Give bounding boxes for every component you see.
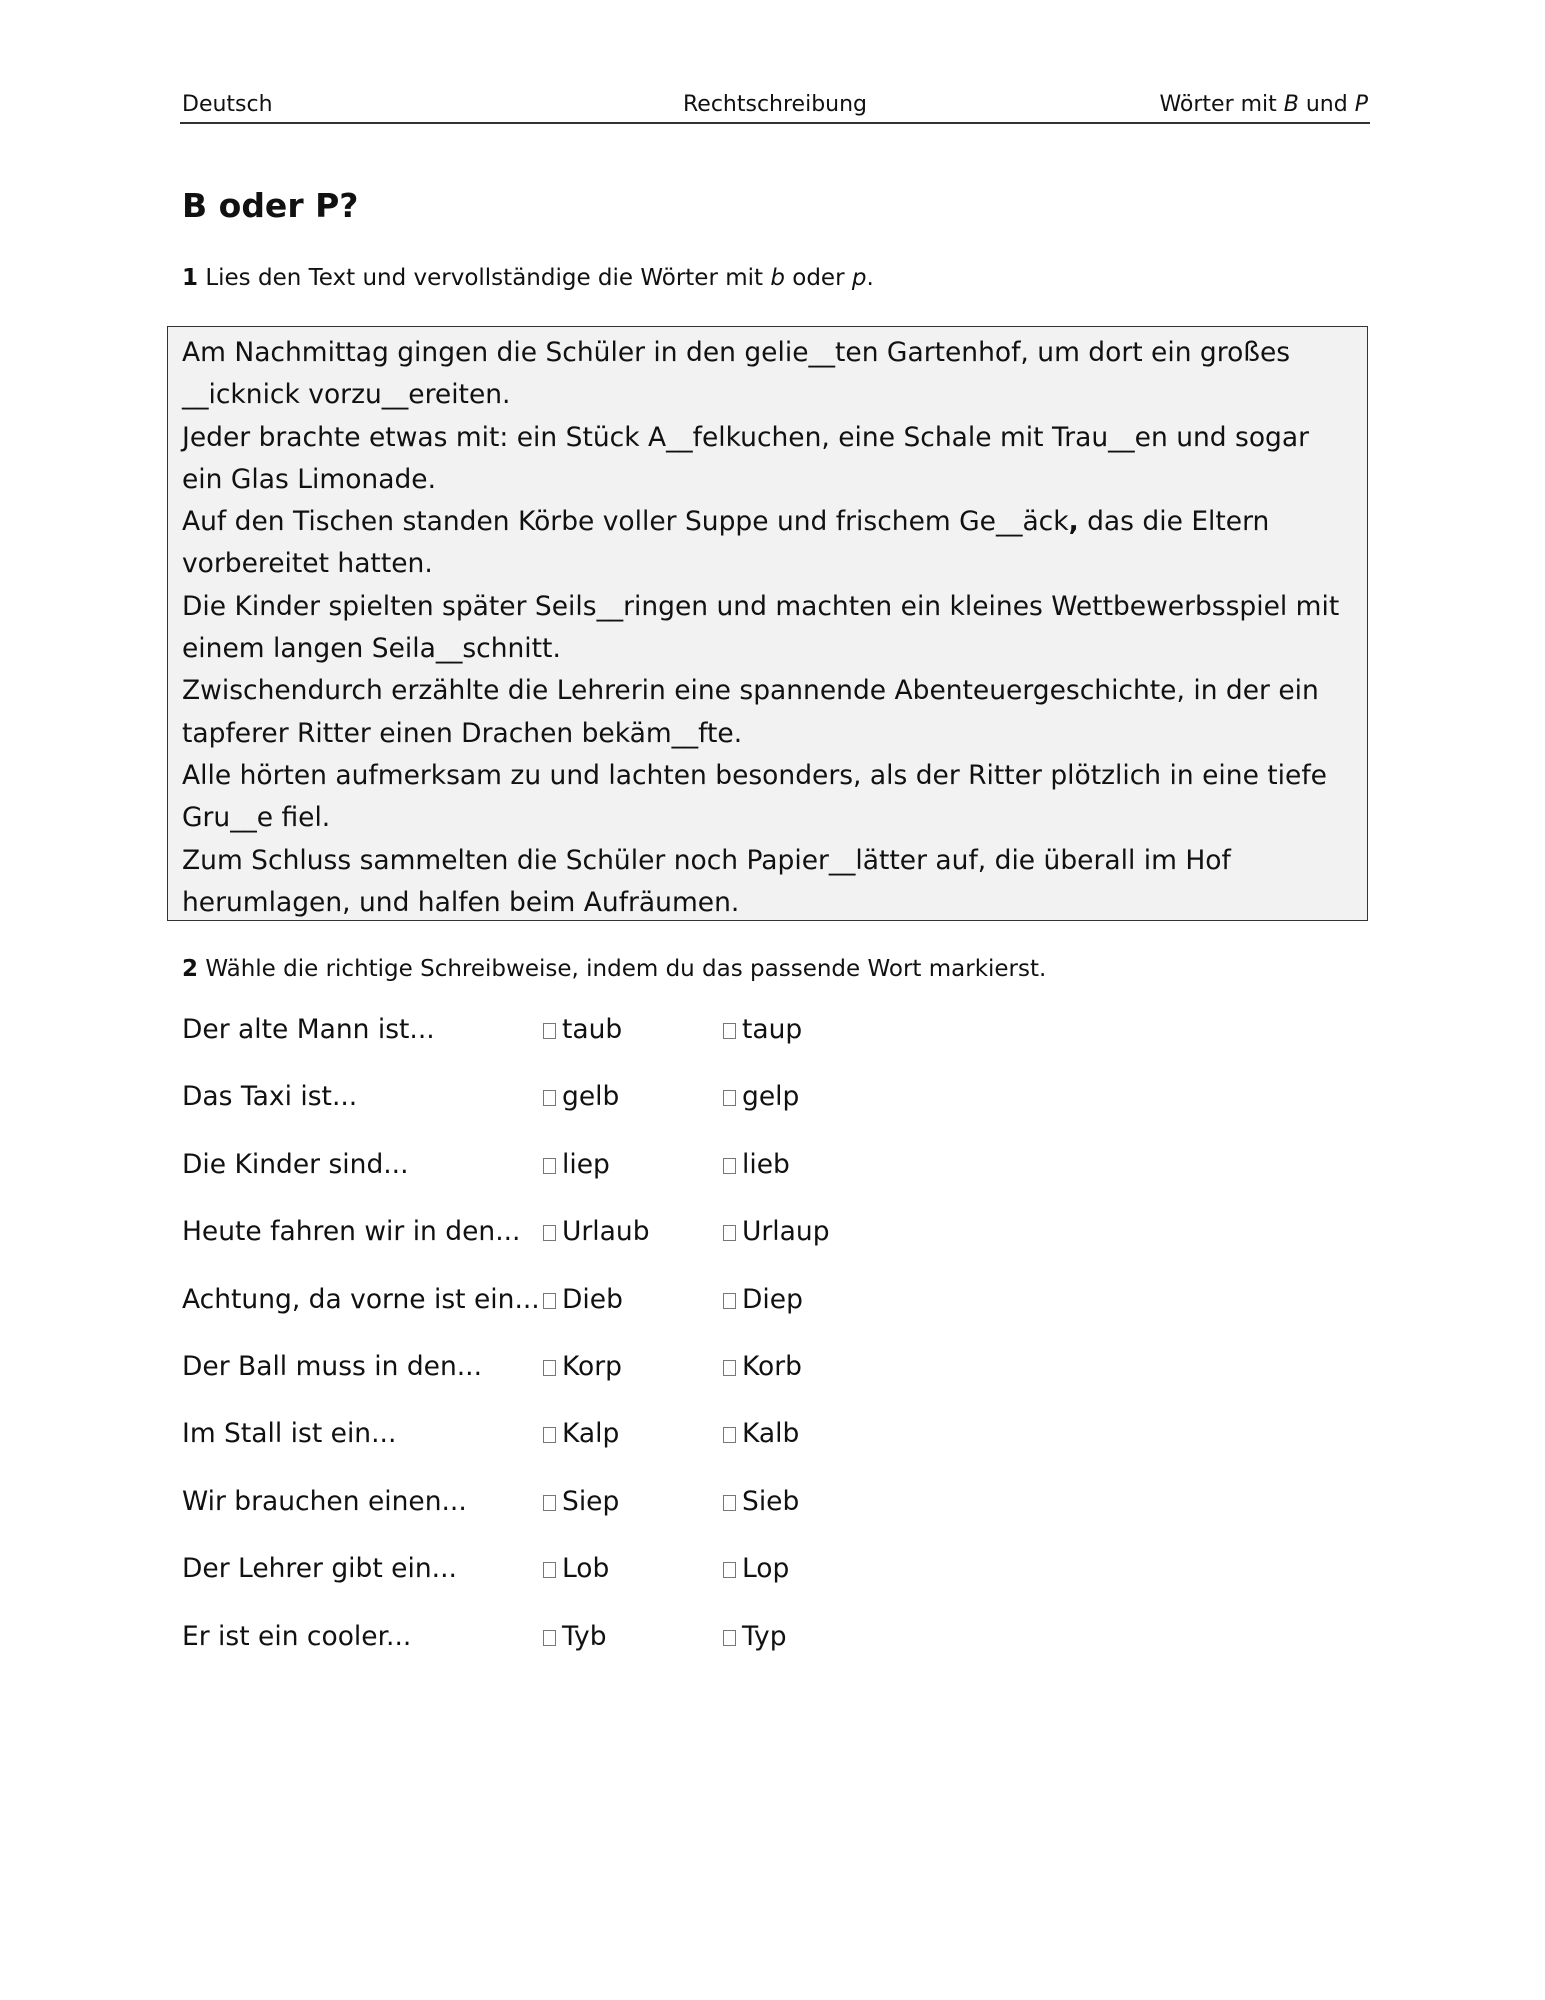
choice-option-label: Kalb [742, 1418, 800, 1450]
checkbox-icon[interactable] [543, 1158, 556, 1174]
task-1-letter-p: p [851, 265, 867, 291]
checkbox-icon[interactable] [723, 1158, 736, 1174]
choice-option-label: Typ [742, 1620, 787, 1652]
choice-prompt: Achtung, da vorne ist ein... [182, 1283, 540, 1315]
choice-option-label: Urlaub [562, 1216, 650, 1248]
page-header [180, 88, 1370, 124]
header-right-prefix: Wörter mit [1159, 92, 1284, 117]
story-text-box [167, 326, 1368, 921]
checkbox-icon[interactable] [723, 1630, 736, 1646]
choice-prompt: Das Taxi ist... [182, 1081, 358, 1113]
choice-option-label: liep [562, 1148, 610, 1180]
choice-option-label: Lop [742, 1553, 790, 1585]
choice-row [182, 1280, 882, 1347]
choice-list [182, 1010, 882, 1684]
choice-row [182, 1145, 882, 1212]
story-paragraph-3-comma: , [1068, 506, 1079, 538]
choice-option-b[interactable] [723, 1145, 790, 1185]
choice-row [182, 1010, 882, 1077]
choice-prompt: Der Ball muss in den... [182, 1350, 483, 1382]
choice-row [182, 1617, 882, 1684]
choice-option-a[interactable] [543, 1347, 622, 1387]
choice-row [182, 1414, 882, 1481]
choice-option-label: Diep [742, 1283, 803, 1315]
choice-row [182, 1347, 882, 1414]
task-1-text-end: . [866, 265, 874, 291]
story-paragraph-7: Zum Schluss sammelten die Schüler noch Papier__lätter auf, die überall im Hof herumlagen, und halfen beim Aufräumen. [182, 844, 1231, 918]
task-1-text-a: Lies den Text und vervollständige die Wörter mit [198, 265, 771, 291]
choice-option-label: Kalp [562, 1418, 620, 1450]
choice-option-b[interactable] [723, 1482, 799, 1522]
story-paragraph-4: Die Kinder spielten später Seils__ringen und machten ein kleines Wettbewerbsspiel mit einem langen Seila__schnitt. [182, 590, 1340, 665]
checkbox-icon[interactable] [543, 1360, 556, 1376]
choice-option-label: Sieb [742, 1485, 800, 1517]
checkbox-icon[interactable] [723, 1293, 736, 1309]
choice-option-b[interactable] [723, 1617, 787, 1657]
choice-option-a[interactable] [543, 1482, 619, 1522]
story-paragraph-6: Alle hörten aufmerksam zu und lachten besonders, als der Ritter plötzlich in eine tiefe Gru__e fiel. [182, 759, 1327, 834]
choice-option-label: gelb [562, 1081, 620, 1113]
choice-option-label: Tyb [562, 1620, 607, 1652]
choice-option-a[interactable] [543, 1549, 609, 1589]
choice-prompt: Wir brauchen einen... [182, 1485, 467, 1517]
checkbox-icon[interactable] [723, 1562, 736, 1578]
choice-option-b[interactable] [723, 1414, 799, 1454]
choice-option-b[interactable] [723, 1212, 830, 1252]
header-right-mid: und [1298, 92, 1355, 117]
checkbox-icon[interactable] [723, 1427, 736, 1443]
header-letter-p: P [1354, 92, 1368, 117]
checkbox-icon[interactable] [543, 1427, 556, 1443]
task-2-text: Wähle die richtige Schreibweise, indem du das passende Wort markierst. [198, 956, 1047, 982]
choice-option-label: Dieb [562, 1283, 623, 1315]
choice-prompt: Er ist ein cooler... [182, 1620, 412, 1652]
choice-prompt: Die Kinder sind... [182, 1148, 409, 1180]
checkbox-icon[interactable] [543, 1023, 556, 1039]
choice-row [182, 1212, 882, 1279]
header-subject: Deutsch [182, 92, 273, 117]
choice-option-a[interactable] [543, 1414, 619, 1454]
choice-option-b[interactable] [723, 1549, 789, 1589]
choice-prompt: Im Stall ist ein... [182, 1418, 397, 1450]
task-1-text-mid: oder [784, 265, 852, 291]
checkbox-icon[interactable] [543, 1495, 556, 1511]
choice-option-label: taub [562, 1014, 623, 1045]
task-1-letter-b: b [770, 265, 785, 291]
task-2-instruction [182, 953, 1046, 985]
checkbox-icon[interactable] [723, 1225, 736, 1241]
choice-option-a[interactable] [543, 1077, 619, 1117]
header-letter-b: B [1283, 92, 1299, 117]
task-1-number: 1 [182, 265, 199, 291]
choice-option-b[interactable] [723, 1347, 802, 1387]
choice-option-a[interactable] [543, 1145, 610, 1185]
checkbox-icon[interactable] [543, 1090, 556, 1106]
checkbox-icon[interactable] [723, 1360, 736, 1376]
story-paragraph-2: Jeder brachte etwas mit: ein Stück A__felkuchen, eine Schale mit Trau__en und sogar ein Glas Limonade. [182, 421, 1310, 495]
checkbox-icon[interactable] [723, 1495, 736, 1511]
task-1-instruction [182, 262, 874, 294]
header-worksheet-title [1159, 88, 1368, 122]
checkbox-icon[interactable] [543, 1630, 556, 1646]
choice-option-a[interactable] [543, 1617, 607, 1657]
choice-prompt: Heute fahren wir in den... [182, 1216, 521, 1248]
choice-prompt: Der Lehrer gibt ein... [182, 1553, 457, 1585]
choice-option-b[interactable] [723, 1280, 803, 1320]
choice-option-label: lieb [742, 1148, 790, 1180]
header-topic: Rechtschreibung [682, 92, 868, 117]
task-2-number: 2 [182, 956, 199, 982]
checkbox-icon[interactable] [543, 1293, 556, 1309]
story-paragraph-3 [182, 501, 1353, 586]
choice-row [182, 1482, 882, 1549]
checkbox-icon[interactable] [543, 1562, 556, 1578]
choice-option-b[interactable] [723, 1010, 802, 1050]
choice-prompt: Der alte Mann ist... [182, 1014, 435, 1045]
choice-option-label: taup [742, 1014, 803, 1045]
choice-option-a[interactable] [543, 1010, 622, 1050]
checkbox-icon[interactable] [723, 1090, 736, 1106]
choice-option-label: Siep [562, 1485, 620, 1517]
choice-option-label: gelp [742, 1081, 800, 1113]
choice-option-label: Korb [742, 1350, 802, 1382]
choice-row [182, 1549, 882, 1616]
choice-row [182, 1077, 882, 1144]
choice-option-label: Lob [562, 1553, 610, 1585]
choice-option-a[interactable] [543, 1212, 650, 1252]
checkbox-icon[interactable] [543, 1225, 556, 1241]
checkbox-icon[interactable] [723, 1023, 736, 1039]
page-title: B oder P? [182, 186, 359, 225]
choice-option-b[interactable] [723, 1077, 799, 1117]
choice-option-a[interactable] [543, 1280, 623, 1320]
story-paragraph-3-b: das die Eltern vorbereitet hatten. [182, 506, 1270, 580]
story-paragraph-1: Am Nachmittag gingen die Schüler in den gelie__ten Gartenhof, um dort ein großes __icknick vorzu__ereiten. [182, 337, 1291, 411]
choice-option-label: Urlaup [742, 1216, 830, 1248]
story-paragraph-3-a: Auf den Tischen standen Körbe voller Suppe und frischem Ge__äck [182, 506, 1069, 538]
story-paragraph-5: Zwischendurch erzählte die Lehrerin eine spannende Abenteuergeschichte, in der ein tapferer Ritter einen Drachen bekäm__fte. [182, 675, 1319, 749]
choice-option-label: Korp [562, 1350, 622, 1382]
